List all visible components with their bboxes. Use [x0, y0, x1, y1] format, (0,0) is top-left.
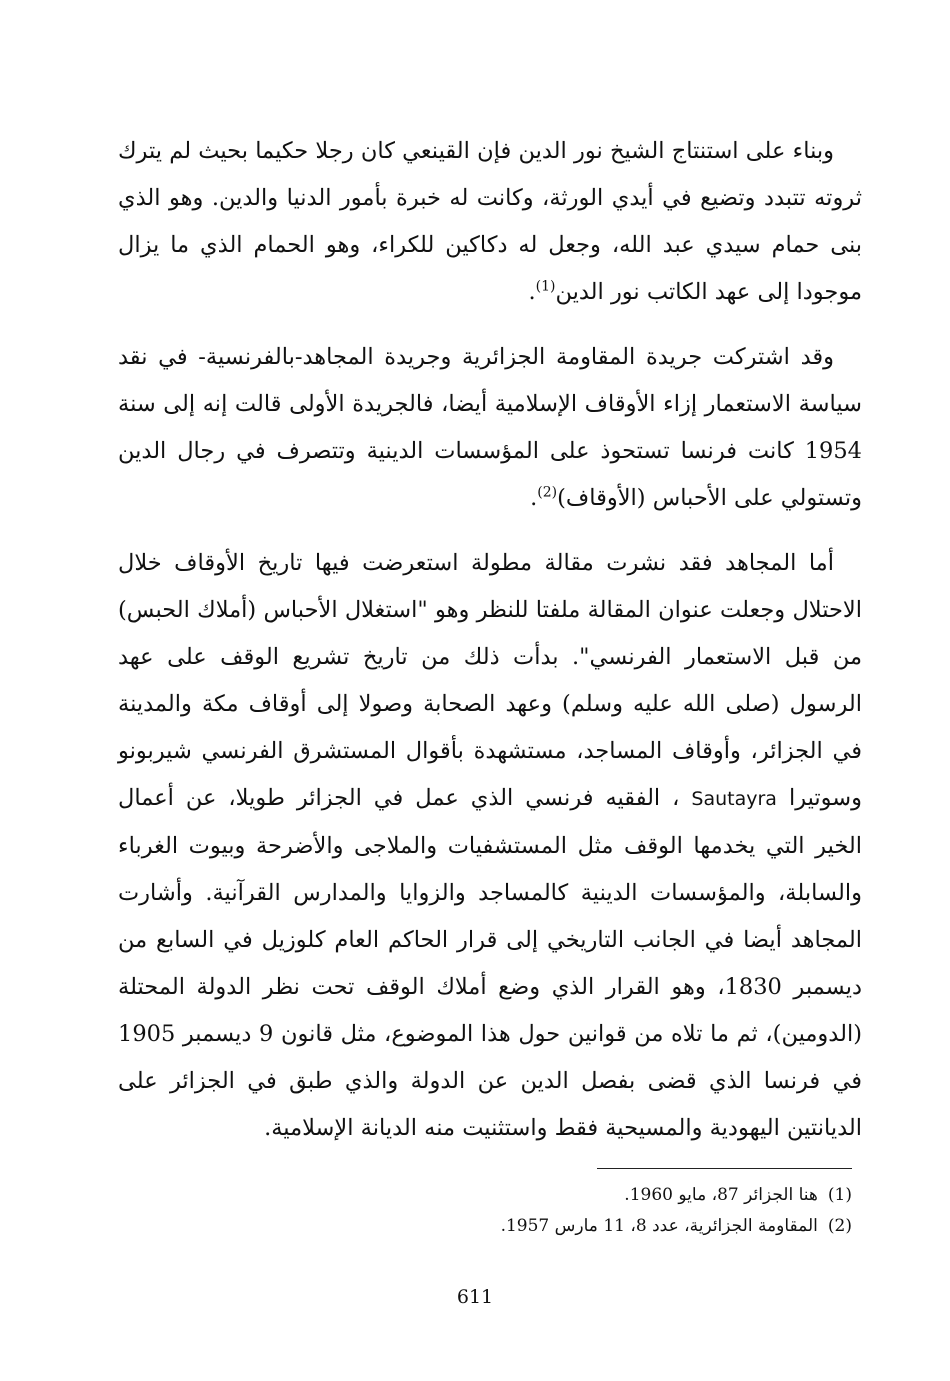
footnote-1-number: (1)	[827, 1185, 852, 1205]
footnote-separator	[597, 1168, 852, 1169]
footnote-2-text: المقاومة الجزائرية، عدد 8، 11 مارس 1957.	[500, 1216, 818, 1236]
body-paragraph-1	[118, 128, 862, 316]
footnote-ref-2: (2)	[537, 484, 558, 501]
paragraph-1-end: .	[528, 279, 536, 305]
paragraph-2-end: .	[530, 485, 538, 511]
page-number: 611	[456, 1286, 494, 1308]
footnote-2	[152, 1211, 852, 1242]
paragraph-3-text-start: أما المجاهد فقد نشرت مقالة مطولة استعرضت فيها تاريخ الأوقاف خلال الاحتلال وجعلت عنوان المقالة ملفتا للنظر وهو "استغلال الأحباس (أملاك الحبس) من قبل الاستعمار الفرنسي". بدأت ذلك من تاريخ تشريع الوقف على عهد الرسول (صلى الله عليه وسلم) وعهد الصحابة وصولا إلى أوقاف مكة والمدينة في الجزائر، وأوقاف المساجد، مستشهدة بأقوال المستشرق الفرنسي شيربونو وسوتيرا	[118, 550, 862, 811]
paragraph-3-text-end: ، الفقيه فرنسي الذي عمل في الجزائر طويلا، عن أعمال الخير التي يخدمها الوقف مثل المستشفيات والملاجى والأضرحة وبيوت الغرباء والسابلة، والمؤسسات الدينية كالمساجد والزوايا والمدارس القرآنية. وأشارت المجاهد أيضا في الجانب التاريخي إلى قرار الحاكم العام كلوزيل في السابع من ديسمبر 1830، وهو القرار الذي وضع أملاك الوقف تحت نظر الدولة المحتلة (الدومين)، ثم ما تلاه من قوانين حول هذا الموضوع، مثل قانون 9 ديسمبر 1905 في فرنسا الذي قضى بفصل الدين عن الدولة والذي طبق في الجزائر على الديانتين اليهودية والمسيحية فقط واستثنيت منه الديانة الإسلامية.	[118, 785, 863, 1141]
paragraph-2-text: وقد اشتركت جريدة المقاومة الجزائرية وجريدة المجاهد-بالفرنسية- في نقد سياسة الاستعمار إزاء الأوقاف الإسلامية أيضا، فالجريدة الأولى قالت إنه إلى سنة 1954 كانت فرنسا تستحوذ على المؤسسات الدينية وتتصرف في رجال الدين وتستولي على الأحباس (الأوقاف)	[118, 344, 862, 511]
body-paragraph-2	[118, 334, 862, 522]
paragraph-1-text: وبناء على استنتاج الشيخ نور الدين فإن القينعي كان رجلا حكيما بحيث لم يترك ثروته تتبدد وتضيع في أيدي الورثة، وكانت له خبرة بأمور الدنيا والدين. وهو الذي بنى حمام سيدي عبد الله، وجعل له دكاكين للكراء، وهو الحمام الذي ما يزال موجودا إلى عهد الكاتب نور الدين	[118, 138, 862, 305]
footnotes	[152, 1180, 852, 1242]
footnote-1-text: هنا الجزائر 87، مايو 1960.	[624, 1185, 818, 1205]
footnote-2-number: (2)	[827, 1216, 852, 1236]
latin-name-sautayra: Sautayra	[691, 788, 777, 810]
body-paragraph-3	[118, 540, 862, 1152]
footnote-1	[152, 1180, 852, 1211]
footnote-ref-1: (1)	[535, 278, 556, 295]
